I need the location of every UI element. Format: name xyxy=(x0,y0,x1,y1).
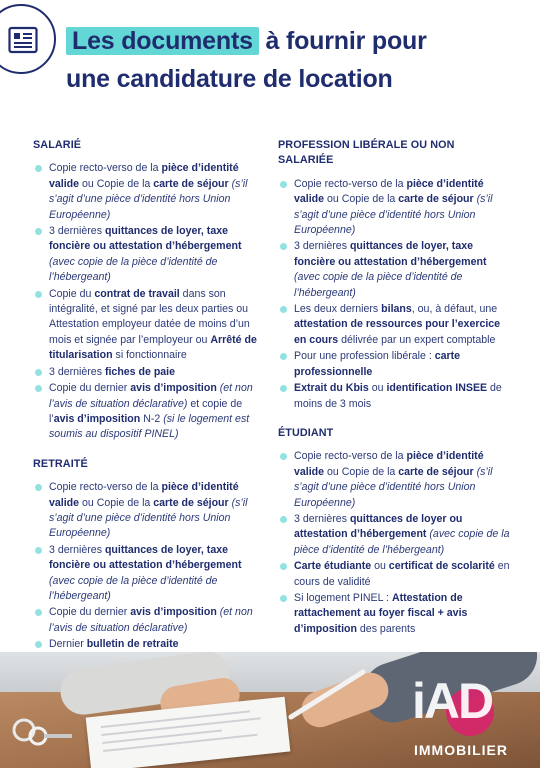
list-item xyxy=(278,591,510,637)
item-text: Copie recto-verso de la xyxy=(49,481,162,494)
item-text: Pour une profession libérale : xyxy=(294,350,435,363)
italic-note: (si le logement est soumis au dispositif PINEL) xyxy=(49,412,250,441)
bold-text: quittances de loyer, taxe foncière ou attestation d’hébergement xyxy=(294,240,487,268)
list-item xyxy=(33,543,265,605)
right-column xyxy=(278,138,510,638)
bold-text: Arrêté de titularisation xyxy=(49,333,257,362)
list-item xyxy=(33,480,265,542)
item-text: Copie du xyxy=(49,287,95,300)
list-item xyxy=(278,381,510,412)
bold-text: avis d’imposition xyxy=(130,382,217,395)
list-item xyxy=(278,302,510,348)
bold-text: Carte étudiante xyxy=(294,560,372,573)
bold-text: pièce d’identité valide xyxy=(49,481,239,509)
list-item xyxy=(33,605,265,636)
logo-mark: iAD xyxy=(412,673,493,729)
page-title xyxy=(66,22,526,98)
bold-text: carte professionnelle xyxy=(294,350,461,378)
keys-icon xyxy=(8,712,78,752)
list-retraite xyxy=(33,480,265,652)
item-text: dans son intégralité, et signé par les deux parties ou Attestation employeur datée de moins d’un mois et signée par l’employeur ou xyxy=(49,287,250,346)
bold-text: Attestation de rattachement au foyer fiscal + avis d’imposition xyxy=(294,591,468,635)
bold-text: certificat de scolarité xyxy=(388,560,495,573)
bold-text: bilans xyxy=(381,303,412,316)
section-liberal xyxy=(278,138,510,412)
item-text: 3 dernières xyxy=(49,365,105,378)
document-icon xyxy=(8,25,38,55)
item-text: Copie recto-verso de la xyxy=(49,162,162,175)
item-text: ou Copie de la xyxy=(324,465,399,478)
bold-text: bulletin de retraite xyxy=(86,638,179,651)
italic-note: (s’il s’agit d’une pièce d’identité hors Union Européenne) xyxy=(294,465,493,509)
italic-note: (avec copie de la pièce d’identité de l’hébergeant) xyxy=(49,574,218,602)
item-text: 3 dernières xyxy=(49,543,105,556)
italic-note: (s’il s’agit d’une pièce d’identité hors Union Européenne) xyxy=(49,177,248,221)
list-item xyxy=(278,449,510,511)
bold-text: identification INSEE xyxy=(386,382,488,395)
bold-text: avis d’imposition xyxy=(53,412,141,425)
item-text: Les deux derniers xyxy=(294,303,382,316)
bold-text: pièce d’identité valide xyxy=(294,177,484,206)
italic-note: (avec copie de la pièce d’identité de l’hébergeant) xyxy=(294,271,463,299)
list-item xyxy=(33,287,265,364)
bold-text: fiches de paie xyxy=(104,365,176,378)
title-highlight: Les documents xyxy=(66,27,259,55)
italic-note: (avec copie de la pièce d’identité de l’hébergeant) xyxy=(49,255,218,284)
item-text: Si logement PINEL : xyxy=(294,591,392,604)
bold-text: carte de séjour xyxy=(398,465,474,478)
title-line2: une candidature de location xyxy=(66,65,393,93)
italic-note: (et non l’avis de situation déclarative) xyxy=(49,382,253,410)
item-text: délivrée par un expert comptable xyxy=(338,333,496,346)
logo-text: IMMOBILIER xyxy=(414,742,508,758)
bold-text: quittances de loyer ou attestation d’hébergement xyxy=(294,512,463,541)
list-item xyxy=(278,177,510,239)
item-text: ou Copie de la xyxy=(324,193,399,206)
bold-text: avis d’imposition xyxy=(130,606,217,619)
item-text: et copie de l’ xyxy=(49,397,243,425)
bold-text: carte de séjour xyxy=(398,193,474,206)
bold-text: attestation de ressources pour l’exercice en cours xyxy=(294,318,501,346)
list-salarie xyxy=(33,161,265,442)
section-etudiant xyxy=(278,426,510,637)
item-text: ou xyxy=(371,560,389,573)
section-heading-salarie: SALARIÉ xyxy=(33,139,82,151)
item-text: Copie du dernier xyxy=(49,606,131,619)
bold-text: quittances de loyer, taxe foncière ou attestation d’hébergement xyxy=(49,543,242,572)
list-item xyxy=(33,637,265,652)
list-item xyxy=(278,512,510,558)
section-salarie xyxy=(33,138,265,443)
item-text: Copie recto-verso de la xyxy=(294,450,407,463)
list-item xyxy=(278,239,510,301)
italic-note: (et non l’avis de situation déclarative) xyxy=(49,606,253,634)
section-heading-etudiant: ÉTUDIANT xyxy=(278,426,334,439)
item-text: N-2 xyxy=(140,412,164,425)
item-text: Copie du dernier xyxy=(49,382,131,395)
iad-logo xyxy=(404,668,538,766)
list-item xyxy=(278,349,510,380)
list-item xyxy=(278,559,510,590)
item-text: ou Copie de la xyxy=(79,177,154,190)
bold-text: carte de séjour xyxy=(153,177,229,190)
item-text: ou Copie de la xyxy=(79,496,154,509)
item-text: 3 dernières xyxy=(294,512,350,525)
section-heading-retraite: RETRAITÉ xyxy=(33,457,88,470)
bold-text: carte de séjour xyxy=(153,496,229,509)
italic-note: (s’il s’agit d’une pièce d’identité hors Union Européenne) xyxy=(294,193,493,237)
item-text: si fonctionnaire xyxy=(112,349,187,362)
title-line1-rest: à fournir pour xyxy=(265,27,427,55)
list-liberal xyxy=(278,177,510,412)
item-text: des parents xyxy=(356,622,416,635)
list-item xyxy=(33,224,265,286)
bold-text: Extrait du Kbis xyxy=(294,382,369,395)
item-text: , ou, à défaut, une xyxy=(411,303,498,316)
list-item xyxy=(33,381,265,443)
item-text: Dernier xyxy=(49,638,87,651)
item-text: en cours de validité xyxy=(294,560,510,588)
bold-text: quittances de loyer, taxe foncière ou attestation d’hébergement xyxy=(49,225,242,253)
list-item xyxy=(33,161,265,223)
section-retraite xyxy=(33,457,265,653)
italic-note: (s’il s’agit d’une pièce d’identité hors Union Européenne) xyxy=(49,496,248,540)
section-heading-liberal: PROFESSION LIBÉRALE OU NON SALARIÉE xyxy=(278,139,455,167)
item-text: Copie recto-verso de la xyxy=(294,177,407,190)
italic-note: (avec copie de la pièce d’identité de l’hébergeant) xyxy=(294,528,510,556)
bold-text: pièce d’identité valide xyxy=(294,450,484,478)
bold-text: pièce d’identité valide xyxy=(49,162,239,190)
item-text: 3 dernières xyxy=(49,225,105,238)
list-etudiant xyxy=(278,449,510,637)
item-text: de moins de 3 mois xyxy=(294,382,502,410)
item-text: 3 dernières xyxy=(294,240,350,253)
list-item xyxy=(33,365,265,380)
left-column xyxy=(33,138,265,654)
header-icon-circle xyxy=(0,4,56,74)
bold-text: contrat de travail xyxy=(94,287,180,300)
item-text: ou xyxy=(368,382,387,395)
